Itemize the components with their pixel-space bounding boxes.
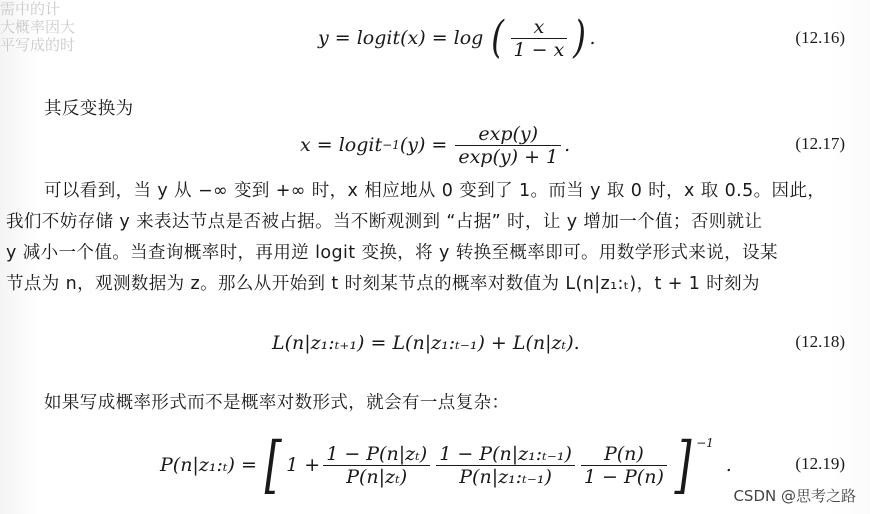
eq-12-19-fraction-1 bbox=[323, 443, 430, 488]
eq-12-19-fraction-3 bbox=[581, 443, 667, 488]
eq-tail: . bbox=[725, 454, 732, 476]
equation-number: (12.18) bbox=[795, 332, 845, 351]
eq-tail: . bbox=[564, 134, 571, 156]
paragraph-line: y 减小一个值。当查询概率时，再用逆 logit 变换，将 y 转换至概率即可。用数学形式来说，设某 bbox=[6, 243, 778, 263]
eq-tail: . bbox=[589, 27, 596, 49]
eq-12-17-lhs: x = logit bbox=[300, 134, 383, 156]
bleed-line: 平写成的时 bbox=[0, 36, 76, 54]
right-paren: ) bbox=[573, 12, 587, 63]
eq-12-17-arg: (y) = bbox=[399, 134, 448, 156]
fraction-numerator: 1 − P(n|z₁:ₜ₋₁) bbox=[439, 442, 572, 465]
fraction-denominator: 1 − x bbox=[513, 38, 565, 61]
csdn-watermark: CSDN @思考之路 bbox=[733, 487, 856, 505]
fraction-denominator: P(n|zₜ) bbox=[346, 465, 408, 488]
body-paragraph bbox=[6, 176, 862, 300]
equation-number: (12.16) bbox=[795, 28, 845, 47]
power-superscript: −1 bbox=[696, 436, 714, 450]
right-bracket: ] bbox=[674, 428, 692, 501]
bleed-line: 大概率因大 bbox=[0, 18, 76, 36]
eq-12-16-fraction bbox=[511, 16, 568, 61]
eq-12-19-fraction-2 bbox=[436, 443, 575, 488]
eq-12-17-fraction bbox=[455, 123, 561, 168]
inverse-superscript: −1 bbox=[382, 138, 400, 152]
fraction-denominator: P(n|z₁:ₜ₋₁) bbox=[459, 465, 552, 488]
equation-12-17 bbox=[0, 116, 870, 174]
paragraph-line: 可以看到，当 y 从 −∞ 变到 +∞ 时，x 相应地从 0 变到了 1。而当 y 取 0 时，x 取 0.5。因此， bbox=[44, 181, 826, 201]
paragraph-line: 我们不妨存储 y 来表达节点是否被占据。当不断观测到 “占据” 时，让 y 增加一个值；否则就让 bbox=[6, 212, 763, 232]
equation-12-18 bbox=[0, 326, 870, 360]
left-bracket: [ bbox=[264, 428, 282, 501]
eq-12-18-text: L(n|z₁:ₜ₊₁) = L(n|z₁:ₜ₋₁) + L(n|zₜ). bbox=[272, 332, 580, 354]
eq-12-16-lhs: y = logit(x) = log bbox=[318, 27, 484, 49]
eq-12-19-lhs: P(n|z₁:ₜ) = bbox=[160, 454, 257, 476]
fraction-denominator: 1 − P(n) bbox=[583, 465, 664, 488]
equation-12-16 bbox=[0, 10, 870, 66]
paragraph-line: 节点为 n，观测数据为 z。那么从开始到 t 时刻某节点的概率对数值为 L(n|z₁:ₜ)，t + 1 时刻为 bbox=[6, 274, 760, 294]
fraction-numerator: x bbox=[533, 15, 545, 38]
equation-number: (12.19) bbox=[795, 454, 845, 473]
one-plus: 1 + bbox=[286, 454, 321, 476]
fraction-numerator: 1 − P(n|zₜ) bbox=[326, 442, 428, 465]
bleed-line: 需中的计 bbox=[0, 0, 61, 18]
fraction-denominator: exp(y) + 1 bbox=[458, 145, 559, 168]
fraction-numerator: P(n) bbox=[603, 442, 644, 465]
left-paren: ( bbox=[491, 12, 505, 63]
probability-intro: 如果写成概率形式而不是概率对数形式，就会有一点复杂： bbox=[44, 393, 510, 413]
fraction-numerator: exp(y) bbox=[478, 122, 539, 145]
inverse-intro: 其反变换为 bbox=[44, 99, 134, 119]
equation-number: (12.17) bbox=[795, 134, 845, 153]
